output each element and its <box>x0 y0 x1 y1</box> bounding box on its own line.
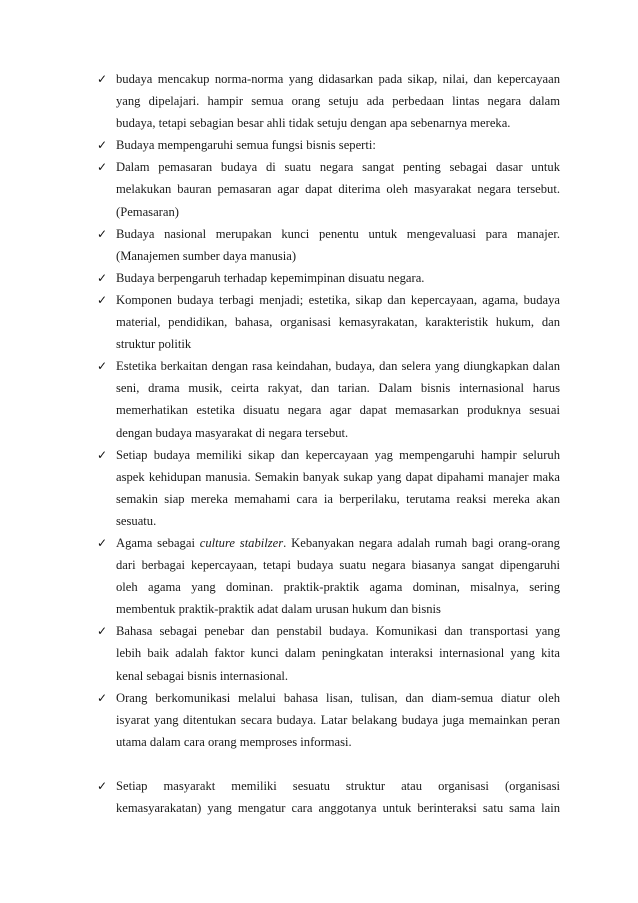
text-line: memerhatikan estetika disuatu negara agar dapat memasarkan produknya sesuai <box>116 403 560 418</box>
bullet-item <box>97 223 560 267</box>
checkmark-icon: ✓ <box>97 359 108 374</box>
text-line: dari berbagai kepercayaan, tetapi budaya suatu negara biasanya sangat dipengaruhi <box>116 558 560 573</box>
text-line: yang dipelajari. hampir semua orang setuju ada perbedaan lintas negara dalam <box>116 94 560 109</box>
checkmark-icon: ✓ <box>97 690 108 705</box>
text-line: membentuk praktik-praktik adat dalam urusan hukum dan bisnis <box>116 602 441 617</box>
text-line: Komponen budaya terbagi menjadi; estetika, sikap dan kepercayaan, agama, budaya <box>116 292 560 307</box>
italic-term: culture stabilzer <box>199 535 284 550</box>
bullet-item <box>97 687 560 753</box>
text-run: Agama sebagai <box>116 535 200 550</box>
text-line: sesuatu. <box>116 513 157 528</box>
checkmark-icon: ✓ <box>97 270 108 285</box>
checkmark-icon: ✓ <box>97 292 108 307</box>
text-line: Budaya mempengaruhi semua fungsi bisnis seperti: <box>116 138 376 153</box>
text-line: struktur politik <box>116 337 192 352</box>
checkmark-icon: ✓ <box>97 535 108 550</box>
text-line: Dalam pemasaran budaya di suatu negara sangat penting sebagai dasar untuk <box>116 160 560 175</box>
text-line: lebih baik adalah faktor kunci dalam peningkatan interaksi internasional yang kita <box>116 646 560 661</box>
text-line: oleh agama yang dominan. praktik-praktik agama dominan, misalnya, sering <box>116 580 560 595</box>
text-line: seni, drama musik, ceirta rakyat, dan tarian. Dalam bisnis internasional harus <box>116 381 560 396</box>
text-line: utama dalam cara orang memproses informasi. <box>116 734 352 749</box>
text-line: kemasyarakatan) yang mengatur cara anggotanya untuk berinteraksi satu sama lain <box>116 801 560 815</box>
text-line: (Pemasaran) <box>116 204 179 219</box>
text-line <box>116 532 560 554</box>
bullet-item <box>97 289 560 355</box>
text-line: aspek kehidupan manusia. Semakin banyak sukap yang dapat dipahami manajer maka <box>116 469 560 484</box>
text-line: dengan budaya masyarakat di negara tersebut. <box>116 425 349 440</box>
text-line: Budaya berpengaruh terhadap kepemimpinan disuatu negara. <box>116 270 425 285</box>
text-line: Estetika berkaitan dengan rasa keindahan, budaya, dan selera yang diungkapkan dalan <box>116 359 560 374</box>
text-line: Setiap budaya memiliki sikap dan kepercayaan yag mempengaruhi hampir seluruh <box>116 447 560 462</box>
checkmark-icon: ✓ <box>97 447 108 462</box>
checkmark-icon: ✓ <box>97 778 108 793</box>
text-line: Bahasa sebagai penebar dan penstabil budaya. Komunikasi dan transportasi yang <box>116 624 560 639</box>
bullet-item <box>97 134 560 156</box>
bullet-item <box>97 68 560 134</box>
text-line: Orang berkomunikasi melalui bahasa lisan, tulisan, dan diam-semua diatur oleh <box>116 690 560 705</box>
text-line: budaya mencakup norma-norma yang didasarkan pada sikap, nilai, dan kepercayaan <box>116 72 560 86</box>
bullet-item <box>97 775 560 819</box>
text-line: budaya, tetapi sebagian besar ahli tidak setuju dengan apa sebenarnya mereka. <box>116 116 511 131</box>
checkmark-icon: ✓ <box>97 72 108 86</box>
bullet-item <box>97 355 560 443</box>
text-line: (Manajemen sumber daya manusia) <box>116 248 297 263</box>
checkmark-icon: ✓ <box>97 226 108 241</box>
text-line: isyarat yang ditentukan secara budaya. Latar belakang budaya juga memainkan peran <box>116 712 560 727</box>
bullet-item <box>97 620 560 686</box>
text-line: material, pendidikan, bahasa, organisasi kemasyrakatan, karakteristik hukum, dan <box>116 315 560 330</box>
text-line: Budaya nasional merupakan kunci penentu untuk mengevaluasi para manajer. <box>116 226 560 241</box>
bullet-item <box>97 156 560 222</box>
text-line: Setiap masyarakt memiliki sesuatu struktur atau organisasi (organisasi <box>116 778 560 793</box>
bullet-item <box>97 444 560 532</box>
checkmark-icon: ✓ <box>97 160 108 175</box>
checkmark-icon: ✓ <box>97 138 108 153</box>
checkmark-icon: ✓ <box>97 624 108 639</box>
text-line: kenal sebagai bisnis internasional. <box>116 668 289 683</box>
text-line: semakin siap mereka memahami cara ia berperilaku, terutama reaksi mereka akan <box>116 491 560 506</box>
text-run: . Kebanyakan negara adalah rumah bagi orang-orang <box>283 535 560 550</box>
text-line: melakukan bauran pemasaran agar dapat diterima oleh masyarakat negara tersebut. <box>116 182 560 197</box>
bullet-item <box>97 532 560 620</box>
bullet-item <box>97 267 560 289</box>
